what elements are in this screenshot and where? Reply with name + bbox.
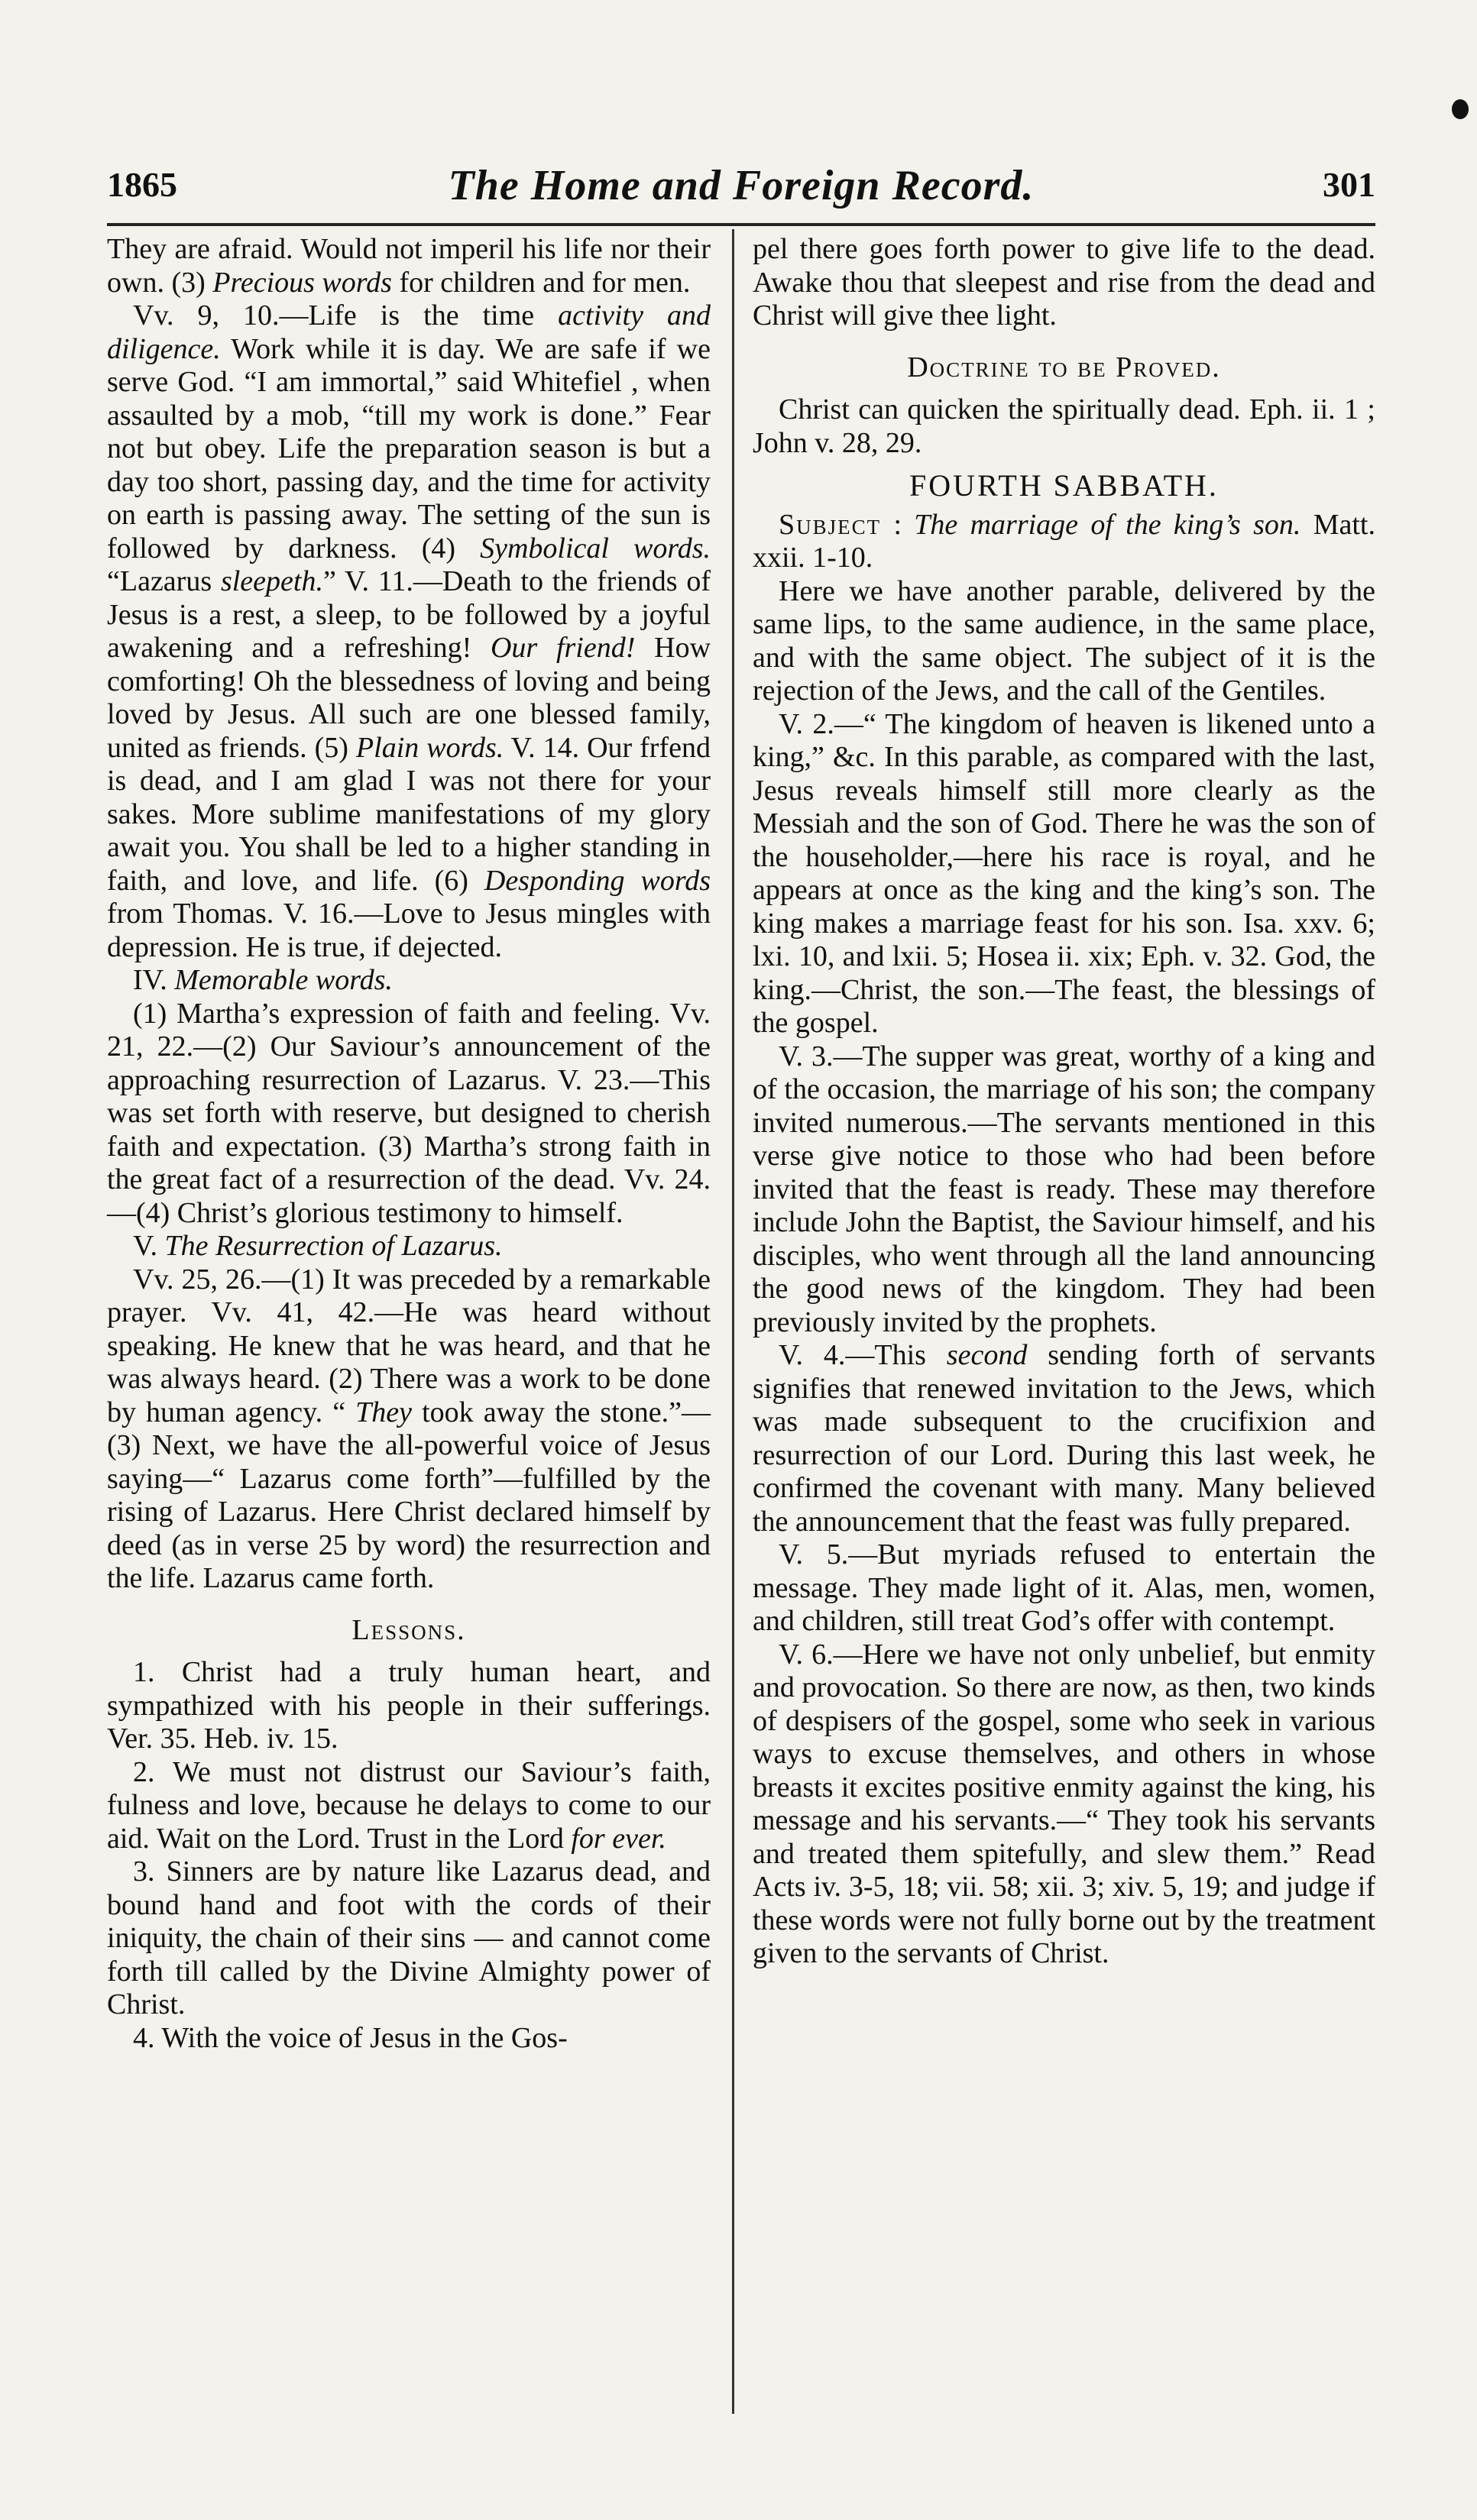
paragraph: Vv. 9, 10.—Life is the time activity and diligence. Work while it is day. We are safe if we serve God. “I am immortal,” said Whitefiel , when assaulted by a mob, “till my work is done.” Fear not but obey. Life the preparation season is but a day too short, passing day, and the time for activity on earth is passing away. The setting of the sun is followed by darkness. (4) Symbolical words. “Lazarus sleepeth.” V. 11.—Death to the friends of Jesus is a rest, a sleep, to be followed by a joyful awakening and a refreshing! Our friend! How comforting! Oh the blessedness of loving and being loved by Jesus. All such are one blessed family, united as friends. (5) Plain words. V. 14. Our frfend is dead, and I am glad I was not there for your sakes. More sublime manifestations of my glory await you. You shall be led to a higher standing in faith, and love, and life. (6) Desponding words from Thomas. V. 16.—Love to Jesus mingles with depression. He is true, if dejected.	[107, 299, 711, 963]
paragraph: V. 4.—This second sending forth of servants signifies that renewed invitation to the Jews, which was made subsequent to the crucifixion and resurrection of our Lord. During this last week, he confirmed the covenant with many. Many believed the announcement that the feast was fully prepared.	[753, 1339, 1375, 1538]
paragraph: They are afraid. Would not imperil his life nor their own. (3) Precious words for children and for men.	[107, 233, 711, 299]
header-year: 1865	[107, 165, 177, 204]
lesson-item: 2. We must not distrust our Saviour’s faith, fulness and love, because he delays to come to our aid. Wait on the Lord. Trust in the Lord for ever.	[107, 1755, 711, 1855]
paragraph: Here we have another parable, delivered by the same lips, to the same audience, in the same place, and with the same object. The subject of it is the rejection of the Jews, and the call of the Gentiles.	[753, 574, 1375, 707]
ink-dot	[1452, 99, 1469, 119]
lesson-item: 1. Christ had a truly human heart, and sympathized with his people in their sufferings. Ver. 35. Heb. iv. 15.	[107, 1656, 711, 1755]
paragraph: pel there goes forth power to give life to the dead. Awake thou that sleepest and rise from the dead and Christ will give thee light.	[753, 233, 1375, 332]
journal-title: The Home and Foreign Record.	[448, 162, 1035, 209]
doctrine-heading: Doctrine to be Proved.	[907, 351, 1221, 383]
paragraph: (1) Martha’s expression of faith and feeling. Vv. 21, 22.—(2) Our Saviour’s announcement of the approaching resurrection of Lazarus. V. 23.—This was set forth with reserve, but designed to cherish faith and expectation. (3) Martha’s strong faith in the great fact of a resurrection of the dead. Vv. 24.—(4) Christ’s glorious testimony to himself.	[107, 997, 711, 1229]
lesson-item: 4. With the voice of Jesus in the Gos-	[133, 2021, 568, 2054]
column-divider	[732, 229, 734, 2414]
lessons-heading: Lessons.	[351, 1613, 466, 1646]
paragraph: Christ can quicken the spiritually dead. Eph. ii. 1 ; John v. 28, 29.	[753, 393, 1375, 459]
running-header	[107, 164, 1375, 218]
sabbath-heading: FOURTH SABBATH.	[909, 468, 1219, 503]
paragraph: V. 3.—The supper was great, worthy of a king and of the occasion, the marriage of his son; the company invited numerous.—The servants mentioned in this verse give notice to those who had been before invited that the feast is ready. These may therefore include John the Baptist, the Saviour himself, and his disciples, who went through all the land announcing the good news of the kingdom. They had been previously invited by the prophets.	[753, 1040, 1375, 1338]
left-column	[107, 233, 711, 2055]
paragraph: V. 2.—“ The kingdom of heaven is likened unto a king,” &c. In this parable, as compared with the last, Jesus reveals himself still more clearly as the Messiah and the son of God. There he was the son of the householder,—here his race is royal, and he appears at once as the king and the king’s son. The king makes a marriage feast for his son. Isa. xxv. 6; lxi. 10, and lxii. 5; Hosea ii. xix; Eph. v. 32. God, the king.—Christ, the son.—The feast, the blessings of the gospel.	[753, 707, 1375, 1039]
page-number: 301	[1323, 165, 1375, 204]
subject-line: Subject : The marriage of the king’s son. Matt. xxii. 1-10.	[753, 508, 1375, 574]
section-heading: V. The Resurrection of Lazarus.	[133, 1230, 503, 1262]
paragraph: V. 5.—But myriads refused to entertain the message. They made light of it. Alas, men, women, and children, still treat God’s offer with contempt.	[753, 1538, 1375, 1637]
right-column	[753, 233, 1375, 1971]
section-heading: IV. Memorable words.	[133, 964, 393, 996]
lesson-item: 3. Sinners are by nature like Lazarus dead, and bound hand and foot with the cords of their iniquity, the chain of their sins — and cannot come forth till called by the Divine Almighty power of Christ.	[107, 1855, 711, 2020]
paragraph: V. 6.—Here we have not only unbelief, but enmity and provocation. So there are now, as then, two kinds of despisers of the gospel, some who seek in various ways to excuse themselves, and others in whose breasts it excites positive enmity against the king, his message and his servants.—“ They took his servants and treated them spitefully, and slew them.” Read Acts iv. 3-5, 18; vii. 58; xii. 3; xiv. 5, 19; and judge if these words were not fully borne out by the treatment given to the servants of Christ.	[753, 1638, 1375, 1969]
header-rule	[107, 223, 1375, 226]
paragraph: Vv. 25, 26.—(1) It was preceded by a remarkable prayer. Vv. 41, 42.—He was heard without speaking. He knew that he was heard, and that he was always heard. (2) There was a work to be done by human agency. “ They took away the stone.”—(3) Next, we have the all-powerful voice of Jesus saying—“ Lazarus come forth”—fulfilled by the rising of Lazarus. Here Christ declared himself by deed (as in verse 25 by word) the resurrection and the life. Lazarus came forth.	[107, 1263, 711, 1594]
